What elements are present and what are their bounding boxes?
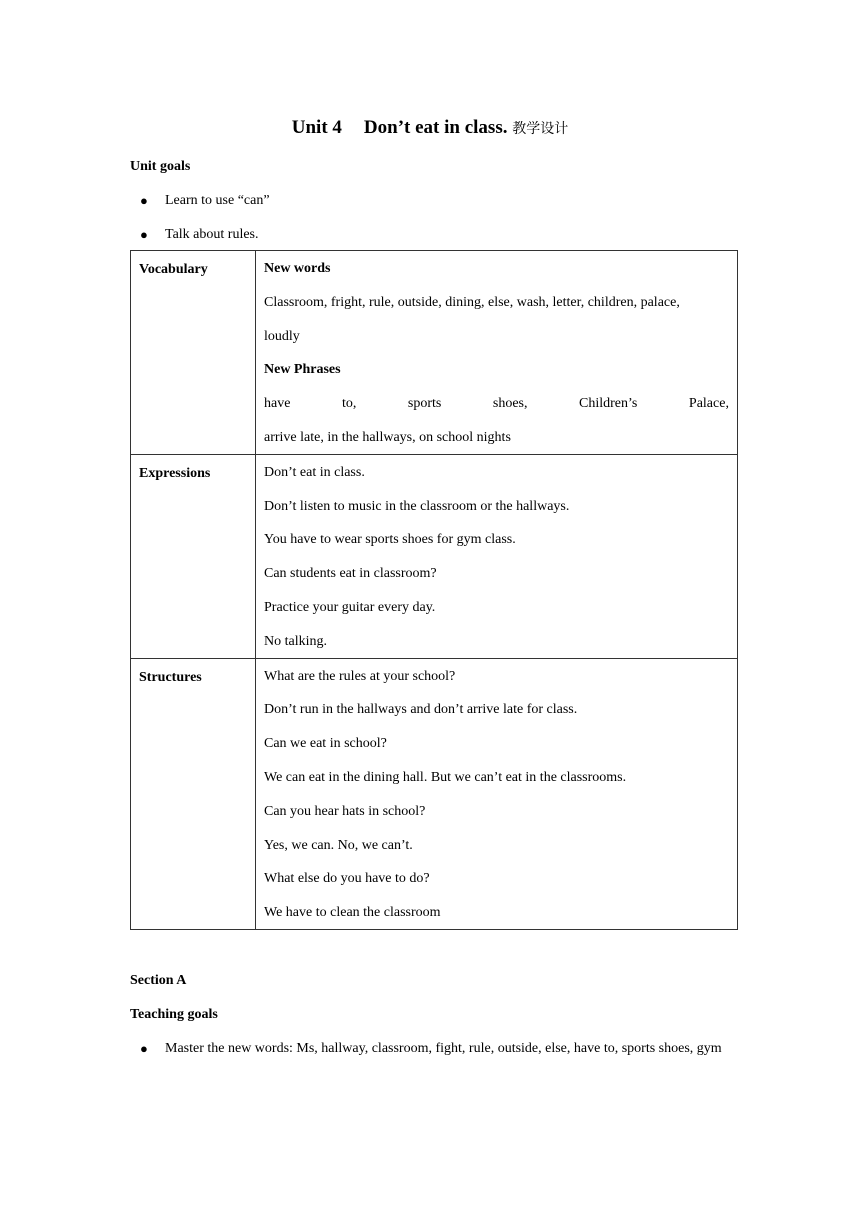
expression-line: Don’t eat in class. xyxy=(264,464,365,480)
expression-line: Don’t listen to music in the classroom or the hallways. xyxy=(264,498,570,514)
expression-line: You have to wear sports shoes for gym class. xyxy=(264,532,516,548)
expression-line: Can students eat in classroom? xyxy=(264,566,437,582)
phrase-word: Palace, xyxy=(688,396,729,412)
phrase-word: shoes, xyxy=(492,396,528,412)
table-row-expressions xyxy=(131,454,738,658)
phrase-word: sports xyxy=(407,396,442,412)
rules-table xyxy=(130,250,738,930)
structure-line: What else do you have to do? xyxy=(264,871,430,887)
row-label: Structures xyxy=(131,658,256,929)
structure-line: Don’t run in the hallways and don’t arrive late for class. xyxy=(264,702,578,718)
section-a-heading: Section A xyxy=(130,973,187,988)
row-content xyxy=(256,454,738,658)
teaching-goal-text: Master the new words: Ms, hallway, classroom, fight, rule, outside, else, have to, sports shoes, gym xyxy=(165,1041,722,1056)
unit-goals-heading: Unit goals xyxy=(130,159,191,174)
bullet-icon: ● xyxy=(140,227,148,242)
title-lesson: Don’t eat in class. xyxy=(363,117,508,138)
phrase-word: have xyxy=(264,396,291,412)
new-words-heading: New words xyxy=(264,261,331,276)
title-unit: Unit 4 xyxy=(291,117,342,138)
row-content xyxy=(256,251,738,455)
teaching-goals-heading: Teaching goals xyxy=(130,1007,218,1022)
table-row-structures xyxy=(131,658,738,929)
unit-goal-text: Learn to use “can” xyxy=(165,193,270,208)
page-title xyxy=(0,116,860,141)
phrase-word: to, xyxy=(341,396,357,412)
structure-line: What are the rules at your school? xyxy=(264,668,456,684)
new-words-line: loudly xyxy=(264,328,300,344)
phrase-word: Children’s xyxy=(579,396,638,412)
bullet-icon: ● xyxy=(140,1041,148,1056)
structure-line: We can eat in the dining hall. But we can’t eat in the classrooms. xyxy=(264,769,627,785)
unit-goal-text: Talk about rules. xyxy=(165,227,259,242)
expression-line: No talking. xyxy=(264,633,327,649)
structure-line: Yes, we can. No, we can’t. xyxy=(264,837,413,853)
row-label: Expressions xyxy=(131,454,256,658)
phrases-line: arrive late, in the hallways, on school nights xyxy=(264,429,511,445)
phrases-line xyxy=(264,386,729,420)
row-content xyxy=(256,658,738,929)
structure-line: We have to clean the classroom xyxy=(264,905,441,921)
bullet-icon: ● xyxy=(140,193,148,208)
title-chinese: 教学设计 xyxy=(512,121,569,137)
structure-line: Can we eat in school? xyxy=(264,736,387,752)
row-label: Vocabulary xyxy=(131,251,256,455)
structure-line: Can you hear hats in school? xyxy=(264,803,426,819)
new-words-line: Classroom, fright, rule, outside, dining, else, wash, letter, children, palace, xyxy=(264,294,680,310)
expression-line: Practice your guitar every day. xyxy=(264,599,436,615)
new-phrases-heading: New Phrases xyxy=(264,362,341,378)
table-row-vocabulary xyxy=(131,251,738,455)
